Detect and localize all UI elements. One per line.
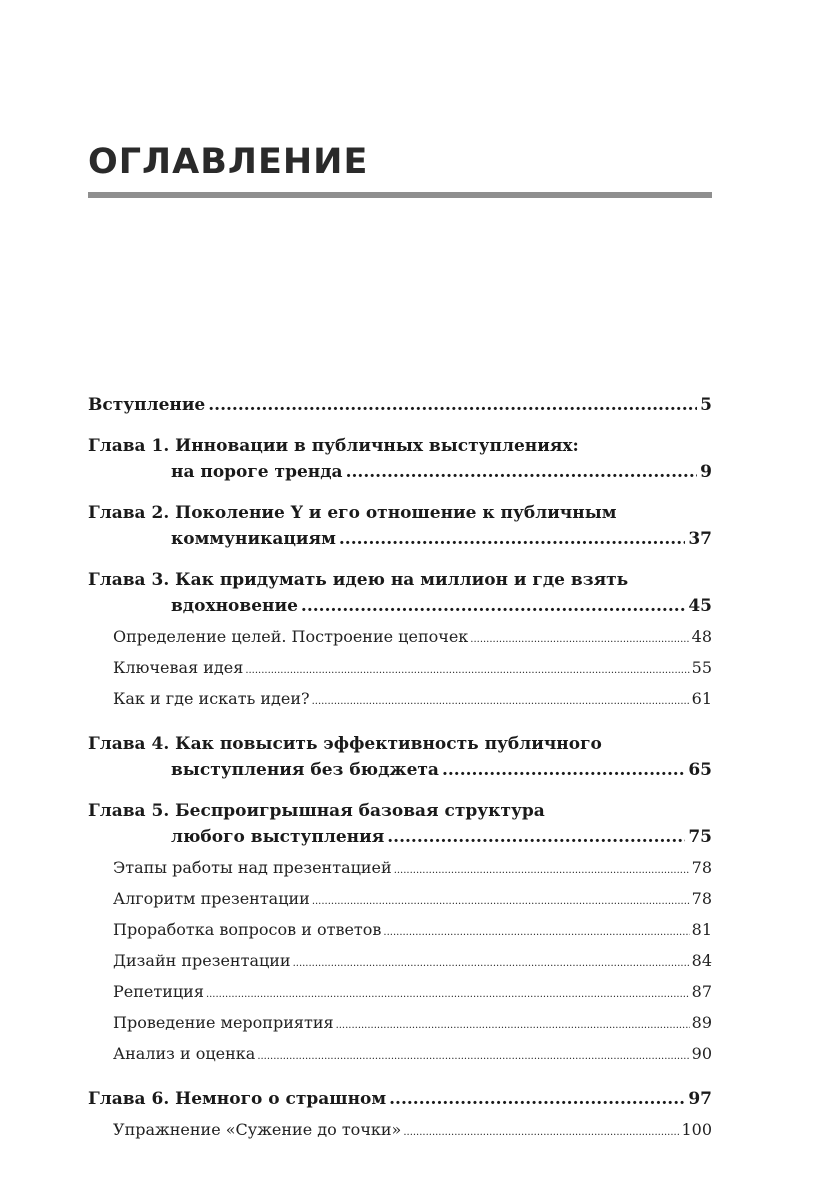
subsection-title: Анализ и оценка <box>113 1044 256 1063</box>
chapter-title-continued: вдохновение <box>171 596 298 616</box>
chapter-title: Поколение Y и его отношение к публичным <box>175 503 617 523</box>
chapter-entry[interactable] <box>88 567 712 593</box>
page-number: 45 <box>688 596 712 616</box>
subsection-title: Проработка вопросов и ответов <box>113 920 382 939</box>
subsection-entry[interactable] <box>88 1040 712 1071</box>
chapter-title: Немного о страшном <box>175 1089 387 1109</box>
subsection-entry[interactable] <box>88 623 712 654</box>
subsection-entry[interactable] <box>88 685 712 716</box>
page-title: ОГЛАВЛЕНИЕ <box>88 142 369 182</box>
chapter-label: Глава 6. <box>88 1089 170 1109</box>
subsection-entry[interactable] <box>88 854 712 885</box>
chapter-label: Глава 2. <box>88 503 170 523</box>
dot-leader <box>442 757 685 783</box>
dot-leader <box>312 888 690 916</box>
dot-leader <box>387 824 685 850</box>
subsection-list <box>88 1116 712 1147</box>
subsection-list <box>88 854 712 1071</box>
toc-chapter <box>88 567 712 716</box>
dot-leader <box>470 626 689 654</box>
subsection-title: Алгоритм презентации <box>113 889 310 908</box>
dot-leader <box>257 1043 689 1071</box>
dot-leader <box>312 688 690 716</box>
chapter-entry-continuation[interactable] <box>88 526 712 552</box>
subsection-title: Репетиция <box>113 982 204 1001</box>
chapter-title: Инновации в публичных выступлениях: <box>175 436 579 456</box>
dot-leader <box>336 1012 690 1040</box>
chapter-entry[interactable] <box>88 731 712 757</box>
chapter-title-continued: на пороге тренда <box>171 462 343 482</box>
subsection-entry[interactable] <box>88 916 712 947</box>
chapter-entry[interactable] <box>88 392 712 418</box>
dot-leader <box>389 1086 685 1112</box>
subsection-entry[interactable] <box>88 654 712 685</box>
chapter-title: Как придумать идею на миллион и где взять <box>175 570 629 590</box>
page-number: 65 <box>688 760 712 780</box>
chapter-title-continued: коммуникациям <box>171 529 336 549</box>
subsection-title: Определение целей. Построение цепочек <box>113 627 469 646</box>
toc-chapter <box>88 433 712 485</box>
dot-leader <box>293 950 690 978</box>
chapter-title-continued: любого выступления <box>171 827 385 847</box>
dot-leader <box>245 657 689 685</box>
page-number: 89 <box>691 1013 712 1032</box>
chapter-label: Глава 5. <box>88 801 170 821</box>
dot-leader <box>403 1119 679 1147</box>
chapter-entry[interactable] <box>88 433 712 459</box>
page-number: 81 <box>691 920 712 939</box>
page-number: 90 <box>691 1044 712 1063</box>
subsection-title: Как и где искать идеи? <box>113 689 310 708</box>
subsection-entry[interactable] <box>88 885 712 916</box>
page-number: 5 <box>700 395 712 415</box>
dot-leader <box>301 593 685 619</box>
chapter-entry[interactable] <box>88 798 712 824</box>
page-number: 37 <box>688 529 712 549</box>
subsection-entry[interactable] <box>88 1116 712 1147</box>
chapter-entry-continuation[interactable] <box>88 757 712 783</box>
chapter-label: Глава 4. <box>88 734 170 754</box>
toc-chapter <box>88 500 712 552</box>
dot-leader <box>346 459 698 485</box>
toc-chapter <box>88 1086 712 1147</box>
subsection-title: Этапы работы над презентацией <box>113 858 392 877</box>
toc-chapter <box>88 392 712 418</box>
chapter-title: Вступление <box>88 395 206 415</box>
page-number: 75 <box>688 827 712 847</box>
subsection-title: Дизайн презентации <box>113 951 291 970</box>
page-number: 100 <box>681 1120 712 1139</box>
page-number: 84 <box>691 951 712 970</box>
subsection-entry[interactable] <box>88 947 712 978</box>
chapter-title: Как повысить эффективность публичного <box>175 734 602 754</box>
toc-chapter <box>88 731 712 783</box>
chapter-entry[interactable] <box>88 500 712 526</box>
page-number: 78 <box>691 858 712 877</box>
chapter-entry-continuation[interactable] <box>88 593 712 619</box>
subsection-title: Ключевая идея <box>113 658 244 677</box>
subsection-title: Упражнение «Сужение до точки» <box>113 1120 402 1139</box>
chapter-title-continued: выступления без бюджета <box>171 760 439 780</box>
page-number: 97 <box>688 1089 712 1109</box>
chapter-label: Глава 1. <box>88 436 170 456</box>
dot-leader <box>206 981 690 1009</box>
page-number: 87 <box>691 982 712 1001</box>
page-number: 55 <box>691 658 712 677</box>
page-number: 61 <box>691 689 712 708</box>
dot-leader <box>208 392 697 418</box>
chapter-entry[interactable] <box>88 1086 712 1112</box>
page-number: 78 <box>691 889 712 908</box>
toc-chapter <box>88 798 712 1071</box>
chapter-title: Беспроигрышная базовая структура <box>175 801 545 821</box>
subsection-title: Проведение мероприятия <box>113 1013 334 1032</box>
title-underline <box>88 192 712 198</box>
chapter-entry-continuation[interactable] <box>88 459 712 485</box>
dot-leader <box>394 857 690 885</box>
dot-leader <box>339 526 685 552</box>
page-number: 48 <box>691 627 712 646</box>
chapter-entry-continuation[interactable] <box>88 824 712 850</box>
subsection-list <box>88 623 712 716</box>
table-of-contents <box>88 392 712 1162</box>
subsection-entry[interactable] <box>88 978 712 1009</box>
subsection-entry[interactable] <box>88 1009 712 1040</box>
chapter-label: Глава 3. <box>88 570 170 590</box>
dot-leader <box>383 919 689 947</box>
page-number: 9 <box>700 462 712 482</box>
